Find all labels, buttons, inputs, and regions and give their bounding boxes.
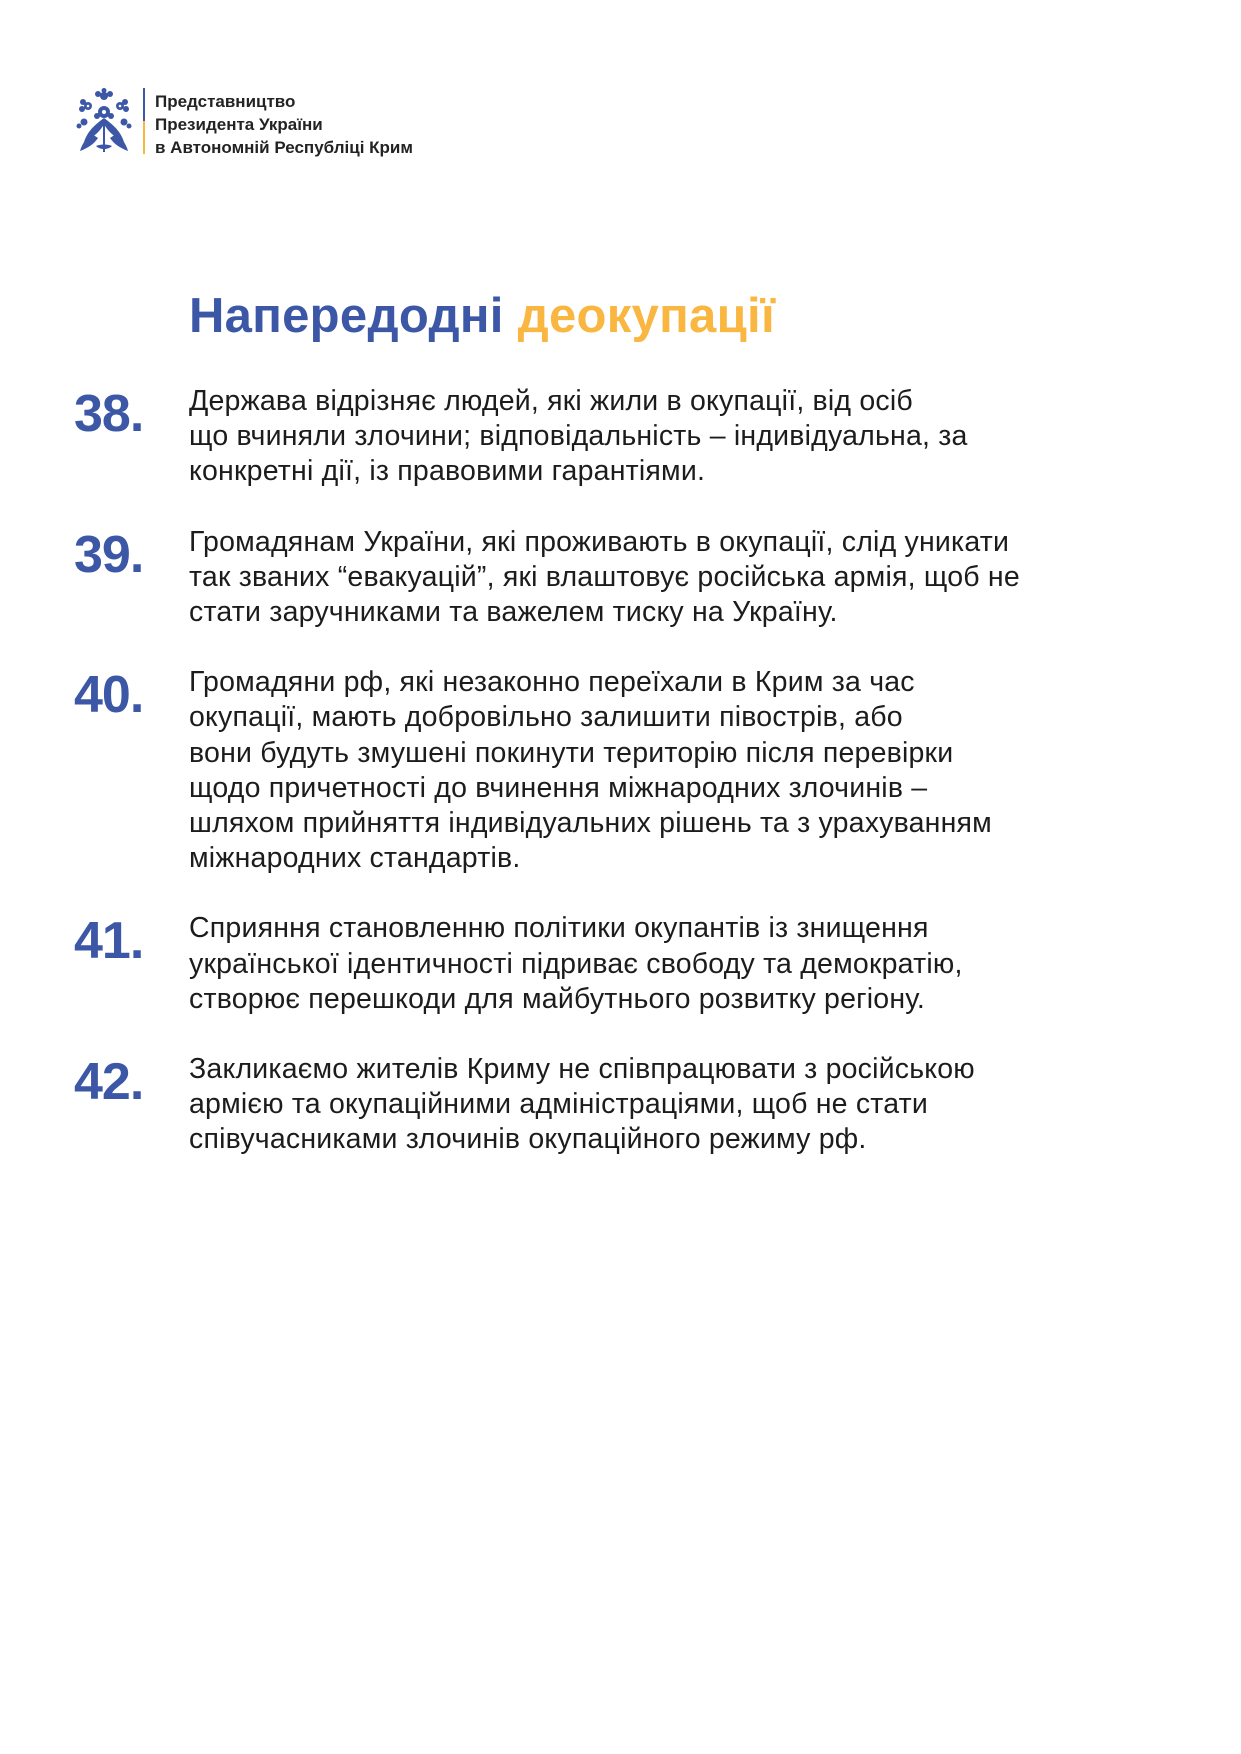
page-title-part-2: деокупації xyxy=(517,289,776,343)
numbered-list xyxy=(74,384,1174,1193)
list-item-41 xyxy=(74,911,1174,1017)
list-item-38 xyxy=(74,384,1174,490)
page-title-part-1: Напередодні xyxy=(189,289,504,343)
item-text: Сприяння становленню політики окупантів із знищення української ідентичності підриває свободу та демократію, створює перешкоди для майбутнього розвитку регіону. xyxy=(189,912,963,1015)
organization-name xyxy=(155,88,413,159)
logo-divider xyxy=(143,88,145,154)
org-name-line-3: в Автономній Республіці Крим xyxy=(155,138,413,157)
item-number: 38. xyxy=(74,385,144,443)
list-item-42 xyxy=(74,1052,1174,1158)
item-number: 41. xyxy=(74,912,144,971)
header xyxy=(74,88,413,159)
item-text: Громадяни рф, які незаконно переїхали в Крим за час окупації, мають добровільно залишити півострів, або вони будуть змушені покинути територію після перевірки щодо причетності до вчинення міжнародних злочинів – шляхом прийняття індивідуальних рішень та з урахуванням міжнародних стандартів. xyxy=(189,666,992,875)
item-text: Громадянам України, які проживають в окупації, слід уникати так званих “евакуацій”, які влаштовує російська армія, щоб не стати заручниками та важелем тиску на Україну. xyxy=(189,525,1020,629)
list-item-40 xyxy=(74,665,1174,876)
item-text: Закликаємо жителів Криму не співпрацювати з російською армією та окупаційними адміністраціями, щоб не стати співучасниками злочинів окупаційного режиму рф. xyxy=(189,1053,975,1156)
viburnum-flower-logo-icon xyxy=(74,88,134,154)
item-text: Держава відрізняє людей, які жили в окупації, від осіб що вчиняли злочини; відповідальність – індивідуальна, за конкретні дії, із правовими гарантіями. xyxy=(189,385,968,488)
org-name-line-1: Представництво xyxy=(155,92,296,111)
page-title xyxy=(189,286,775,346)
item-number: 42. xyxy=(74,1053,144,1112)
item-number: 40. xyxy=(74,666,144,725)
item-number: 39. xyxy=(74,525,144,584)
list-item-39 xyxy=(74,525,1174,631)
org-name-line-2: Президента України xyxy=(155,115,323,134)
